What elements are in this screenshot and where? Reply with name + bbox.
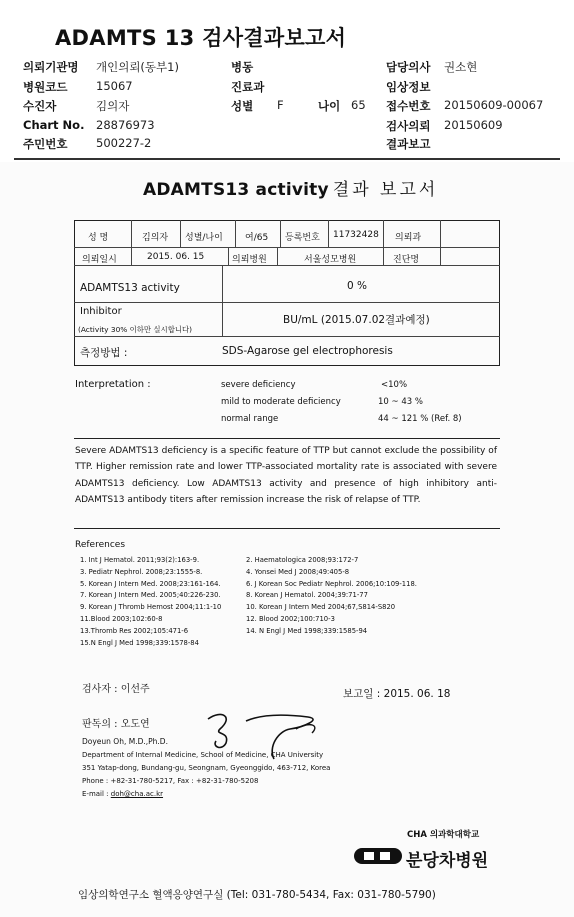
- age-label: 나이: [318, 99, 341, 113]
- doctor-address: 351 Yatap-dong, Bundang-gu, Seongnam, Gyeonggido, 463-712, Korea: [82, 764, 331, 772]
- interpretation-paragraph: Severe ADAMTS13 deficiency is a specific feature of TTP but cannot exclude the possibility of TTP. Higher remission rate and lower TTP-associated mortality rate is associated with severe ADAMTS13 deficiency. Low ADAMTS13 activity and presence of high inhibitory anti-ADAMTS13 antibody titers after remission increase the risk of relapse of TTP.: [75, 446, 497, 506]
- sexage-label: 성별/나이: [185, 233, 223, 243]
- chart-no-label: Chart No.: [23, 118, 85, 132]
- section-rule: [74, 528, 500, 529]
- client-value: 개인의뢰(동부1): [96, 60, 179, 74]
- hospital-logo-text: 분당차병원: [406, 851, 489, 871]
- cha-logo-icon: [352, 845, 404, 867]
- reference-item: 9. Korean J Thromb Hemost 2004;11:1-10: [80, 603, 222, 612]
- scanned-report: [0, 162, 574, 917]
- age-value: 65: [351, 98, 366, 112]
- hospital-value: 서울성모병원: [304, 255, 357, 265]
- method-value: SDS-Agarose gel electrophoresis: [222, 345, 393, 357]
- reference-item: 11.Blood 2003;102:60-8: [80, 615, 163, 623]
- reference-item: 5. Korean J Intern Med. 2008;23:161-164.: [80, 579, 221, 588]
- table-rule: [74, 247, 500, 248]
- request-date-label: 검사의뢰: [386, 119, 431, 133]
- email-link[interactable]: doh@cha.ac.kr: [110, 790, 164, 798]
- activity-label: ADAMTS13 activity: [80, 282, 180, 294]
- reference-item: 6. J Korean Soc Pediatr Nephrol. 2006;10:109-118.: [246, 579, 417, 588]
- doctor-name: Doyeun Oh, M.D.,Ph.D.: [82, 737, 168, 746]
- table-rule: [180, 220, 181, 247]
- reference-item: 15.N Engl J Med 1998;339:1578-84: [80, 638, 199, 647]
- table-rule: [277, 247, 278, 265]
- inhibitor-note: (Activity 30% 이하만 실시합니다): [78, 325, 192, 334]
- doctor-email: [82, 790, 163, 798]
- report-date: 보고일 : 2015. 06. 18: [343, 688, 451, 700]
- date-label: 의뢰일시: [82, 255, 117, 265]
- ward-label: 병동: [231, 60, 254, 74]
- interp-row-range: 44 ~ 121 % (Ref. 8): [378, 414, 462, 424]
- lab-footer: 임상의학연구소 혈액응양연구실 (Tel: 031-780-5434, Fax: 031-780-5790): [78, 889, 436, 901]
- table-rule: [222, 265, 223, 302]
- table-rule: [74, 336, 500, 337]
- name-value: 김의자: [142, 233, 169, 243]
- reference-item: 8. Korean J Hematol. 2004;39:71-77: [246, 591, 368, 600]
- interp-row-range: 10 ~ 43 %: [378, 397, 423, 407]
- header-divider: [14, 158, 560, 160]
- table-rule: [131, 220, 132, 265]
- receipt-no-label: 접수번호: [386, 99, 431, 113]
- email-label: E-mail :: [82, 790, 109, 798]
- interp-row-range: <10%: [381, 380, 408, 390]
- reference-item: 13.Thromb Res 2002;105:471-6: [80, 626, 189, 635]
- table-rule: [328, 220, 329, 247]
- reference-item: 1. Int J Hematol. 2011;93(2):163-9.: [80, 556, 200, 564]
- request-date-value: 20150609: [444, 118, 503, 132]
- sheet-title-en: ADAMTS13 activity: [143, 180, 329, 200]
- table-rule: [235, 220, 236, 247]
- interp-row-name: normal range: [221, 414, 279, 424]
- sexage-value: 여/65: [245, 233, 269, 243]
- sheet-title: [143, 175, 438, 200]
- result-report-label: 결과보고: [386, 137, 431, 151]
- references-title: References: [75, 540, 126, 550]
- sex-value: F: [277, 98, 284, 112]
- patient-label: 수진자: [23, 99, 57, 113]
- patient-value: 김의자: [96, 99, 130, 113]
- doctor-dept: Department of Internal Medicine, School of Medicine, CHA University: [82, 751, 324, 759]
- interp-row-name: severe deficiency: [221, 380, 296, 390]
- client-label: 의뢰기관명: [23, 60, 79, 74]
- inhibitor-value: BU/mL (2015.07.02결과예정): [283, 314, 430, 326]
- receipt-no-value: 20150609-00067: [444, 98, 544, 112]
- university-name: CHA 의과학대학교: [407, 830, 480, 840]
- table-rule: [74, 265, 500, 266]
- dept-label: 진료과: [231, 80, 265, 94]
- chart-no-value: 28876973: [96, 118, 155, 132]
- interpretation-label: Interpretation :: [75, 379, 151, 390]
- report-title: ADAMTS 13 검사결과보고서: [55, 26, 347, 50]
- inhibitor-label: Inhibitor: [80, 306, 122, 317]
- reference-item: 4. Yonsei Med J 2008;49:405-8: [246, 567, 350, 576]
- method-label: 측정방법 :: [80, 347, 128, 359]
- reader: 판독의 : 오도연: [82, 719, 150, 730]
- reference-item: 12. Blood 2002;100:710-3: [246, 615, 335, 623]
- hospital-code-value: 15067: [96, 79, 133, 93]
- reference-item: 14. N Engl J Med 1998;339:1585-94: [246, 626, 368, 635]
- resident-no-label: 주민번호: [23, 137, 68, 151]
- doctor-value: 권소현: [444, 60, 478, 74]
- interp-row-name: mild to moderate deficiency: [221, 397, 341, 407]
- table-rule: [280, 220, 281, 247]
- doctor-label: 담당의사: [386, 60, 431, 74]
- reference-item: 7. Korean J Intern Med. 2005;40:226-230.: [80, 591, 221, 600]
- name-label: 성 명: [88, 233, 109, 243]
- clinical-info-label: 임상정보: [386, 80, 431, 94]
- reference-item: 2. Haematologica 2008;93:172-7: [246, 556, 359, 564]
- section-rule: [74, 438, 500, 439]
- hospital-label: 의뢰병원: [232, 255, 267, 265]
- hospital-code-label: 병원코드: [23, 80, 68, 94]
- reference-item: 3. Pediatr Nephrol. 2008;23:1555-8.: [80, 567, 203, 576]
- sex-label: 성별: [231, 99, 254, 113]
- dept-label: 의뢰과: [395, 233, 422, 243]
- resident-no-value: 500227-2: [96, 136, 152, 150]
- table-rule: [228, 247, 229, 265]
- reg-value: 11732428: [333, 230, 379, 240]
- table-rule: [222, 302, 223, 336]
- reg-label: 등록번호: [285, 233, 320, 243]
- reference-item: 10. Korean J Intern Med 2004;67,S814-S820: [246, 603, 396, 612]
- tester: 검사자 : 이선주: [82, 684, 150, 695]
- table-rule: [383, 220, 384, 265]
- table-rule: [74, 302, 500, 303]
- doctor-phone: Phone : +82-31-780-5217, Fax : +82-31-780-5208: [82, 777, 259, 785]
- table-rule: [440, 220, 441, 265]
- activity-value: 0 %: [347, 280, 367, 292]
- sheet-title-kr: 결과 보고서: [332, 180, 439, 200]
- diag-label: 진단명: [393, 255, 420, 265]
- date-value: 2015. 06. 15: [147, 252, 205, 262]
